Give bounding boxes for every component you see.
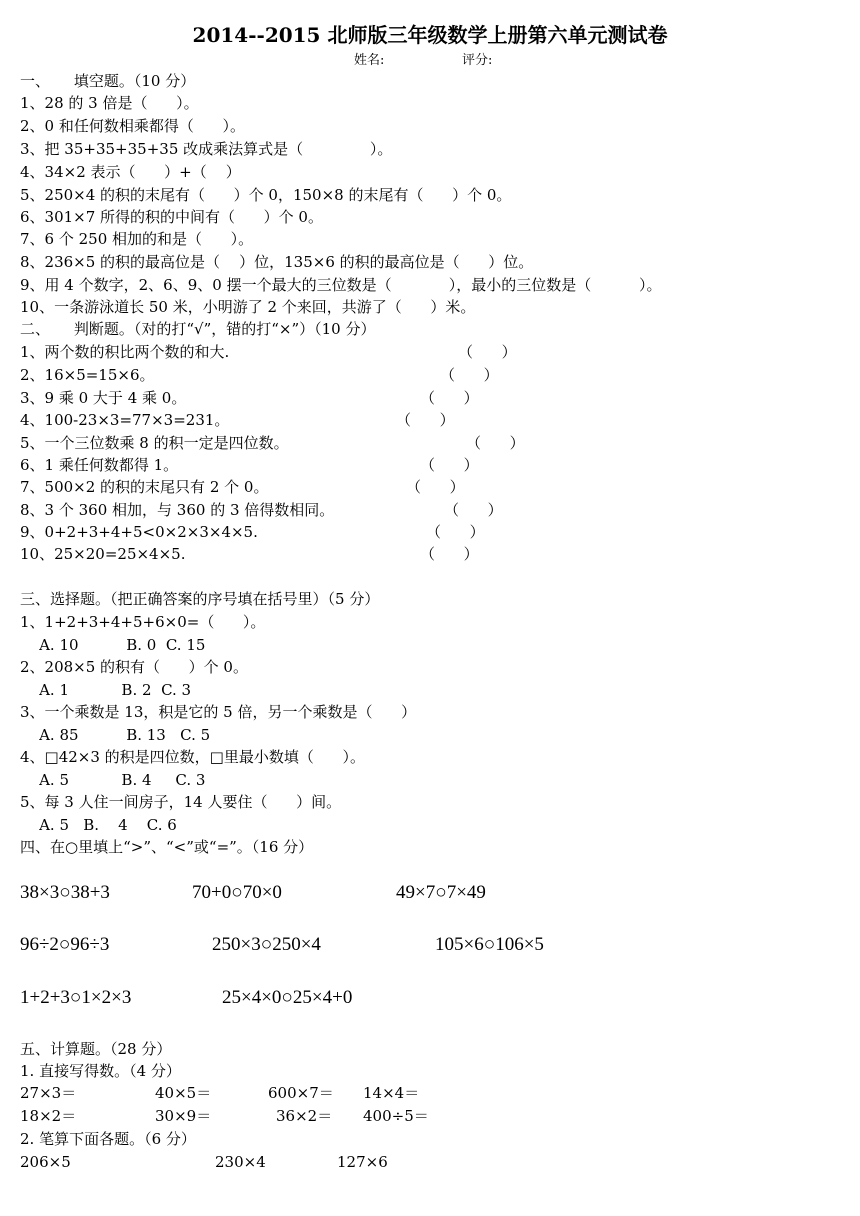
section-1-heading: 一、 填空题。（10 分）: [20, 72, 196, 90]
choice-options: A. 10 B. 0 C. 15: [20, 636, 206, 654]
calc-item: 14×4＝: [363, 1084, 420, 1102]
answer-bracket: （ ）: [440, 366, 499, 384]
judge-item: 6、1 乘任何数都得 1。: [20, 456, 179, 474]
fill-item: 2、0 和任何数相乘都得（ ）。: [20, 117, 245, 135]
calc-item: 206×5: [20, 1153, 71, 1171]
fill-item: 1、28 的 3 倍是（ ）。: [20, 94, 199, 112]
judge-item: 9、0+2+3+4+5<0×2×3×4×5.: [20, 523, 258, 541]
choice-question: 4、□42×3 的积是四位数，□里最小数填（ ）。: [20, 748, 365, 766]
fill-item: 8、236×5 的积的最高位是（ ）位，135×6 的积的最高位是（ ）位。: [20, 253, 534, 271]
calc-item: 30×9＝: [155, 1107, 212, 1125]
fill-item: 3、把 35+35+35+35 改成乘法算式是（ ）。: [20, 140, 393, 158]
score-label: 评分:: [462, 53, 493, 68]
judge-item: 10、25×20=25×4×5.: [20, 545, 186, 563]
judge-item: 4、100-23×3=77×3=231。: [20, 411, 230, 429]
calc-item: 400÷5＝: [363, 1107, 429, 1125]
subsection-heading: 2. 笔算下面各题。（6 分）: [20, 1130, 196, 1148]
compare-expression: 49×7○7×49: [396, 882, 486, 903]
fill-item: 10、一条游泳道长 50 米，小明游了 2 个来回，共游了（ ）米。: [20, 298, 476, 316]
fill-item: 7、6 个 250 相加的和是（ ）。: [20, 230, 254, 248]
calc-item: 127×6: [337, 1153, 388, 1171]
calc-item: 230×4: [215, 1153, 266, 1171]
choice-question: 5、每 3 人住一间房子，14 人要住（ ）间。: [20, 793, 342, 811]
choice-options: A. 5 B. 4 C. 6: [20, 816, 177, 834]
compare-expression: 1+2+3○1×2×3: [20, 987, 132, 1008]
fill-item: 6、301×7 所得的积的中间有（ ）个 0。: [20, 208, 323, 226]
answer-bracket: （ ）: [420, 545, 479, 563]
compare-expression: 96÷2○96÷3: [20, 934, 110, 955]
answer-bracket: （ ）: [396, 411, 455, 429]
choice-question: 1、1+2+3+4+5+6×0=（ ）。: [20, 613, 266, 631]
section-5-heading: 五、计算题。（28 分）: [20, 1040, 172, 1058]
choice-question: 3、一个乘数是 13，积是它的 5 倍，另一个乘数是（ ）: [20, 703, 417, 721]
calc-item: 27×3＝: [20, 1084, 77, 1102]
judge-item: 3、9 乘 0 大于 4 乘 0。: [20, 389, 187, 407]
section-4-heading: 四、在○里填上“>”、“<”或“=”。（16 分）: [20, 838, 314, 856]
section-3-heading: 三、选择题。（把正确答案的序号填在括号里）（5 分）: [20, 590, 380, 608]
choice-options: A. 1 B. 2 C. 3: [20, 681, 192, 699]
fill-item: 9、用 4 个数字，2、6、9、0 摆一个最大的三位数是（ ），最小的三位数是（ ）。: [20, 276, 662, 294]
compare-expression: 250×3○250×4: [212, 934, 321, 955]
page-title: 2014--2015 北师版三年级数学上册第六单元测试卷: [192, 23, 668, 47]
answer-bracket: （ ）: [466, 434, 525, 452]
answer-bracket: （ ）: [458, 343, 517, 361]
answer-bracket: （ ）: [420, 456, 479, 474]
compare-expression: 70+0○70×0: [192, 882, 282, 903]
judge-item: 7、500×2 的积的末尾只有 2 个 0。: [20, 478, 269, 496]
choice-question: 2、208×5 的积有（ ）个 0。: [20, 658, 248, 676]
answer-bracket: （ ）: [406, 478, 465, 496]
compare-expression: 38×3○38+3: [20, 882, 110, 903]
choice-options: A. 5 B. 4 C. 3: [20, 771, 206, 789]
section-2-heading: 二、 判断题。（对的打“√”，错的打“×”）（10 分）: [20, 320, 376, 338]
answer-bracket: （ ）: [444, 501, 503, 519]
answer-bracket: （ ）: [420, 389, 479, 407]
fill-item: 5、250×4 的积的末尾有（ ）个 0，150×8 的末尾有（ ）个 0。: [20, 186, 512, 204]
judge-item: 8、3 个 360 相加，与 360 的 3 倍得数相同。: [20, 501, 335, 519]
calc-item: 600×7＝: [268, 1084, 334, 1102]
subsection-heading: 1. 直接写得数。（4 分）: [20, 1062, 181, 1080]
calc-item: 40×5＝: [155, 1084, 212, 1102]
judge-item: 5、一个三位数乘 8 的积一定是四位数。: [20, 434, 289, 452]
fill-item: 4、34×2 表示（ ）+（ ）: [20, 163, 241, 181]
judge-item: 1、两个数的积比两个数的和大.: [20, 343, 230, 361]
compare-expression: 105×6○106×5: [435, 934, 544, 955]
calc-item: 36×2＝: [276, 1107, 333, 1125]
judge-item: 2、16×5=15×6。: [20, 366, 155, 384]
choice-options: A. 85 B. 13 C. 5: [20, 726, 211, 744]
compare-expression: 25×4×0○25×4+0: [222, 987, 353, 1008]
name-label: 姓名:: [354, 53, 385, 68]
answer-bracket: （ ）: [426, 523, 485, 541]
calc-item: 18×2＝: [20, 1107, 77, 1125]
